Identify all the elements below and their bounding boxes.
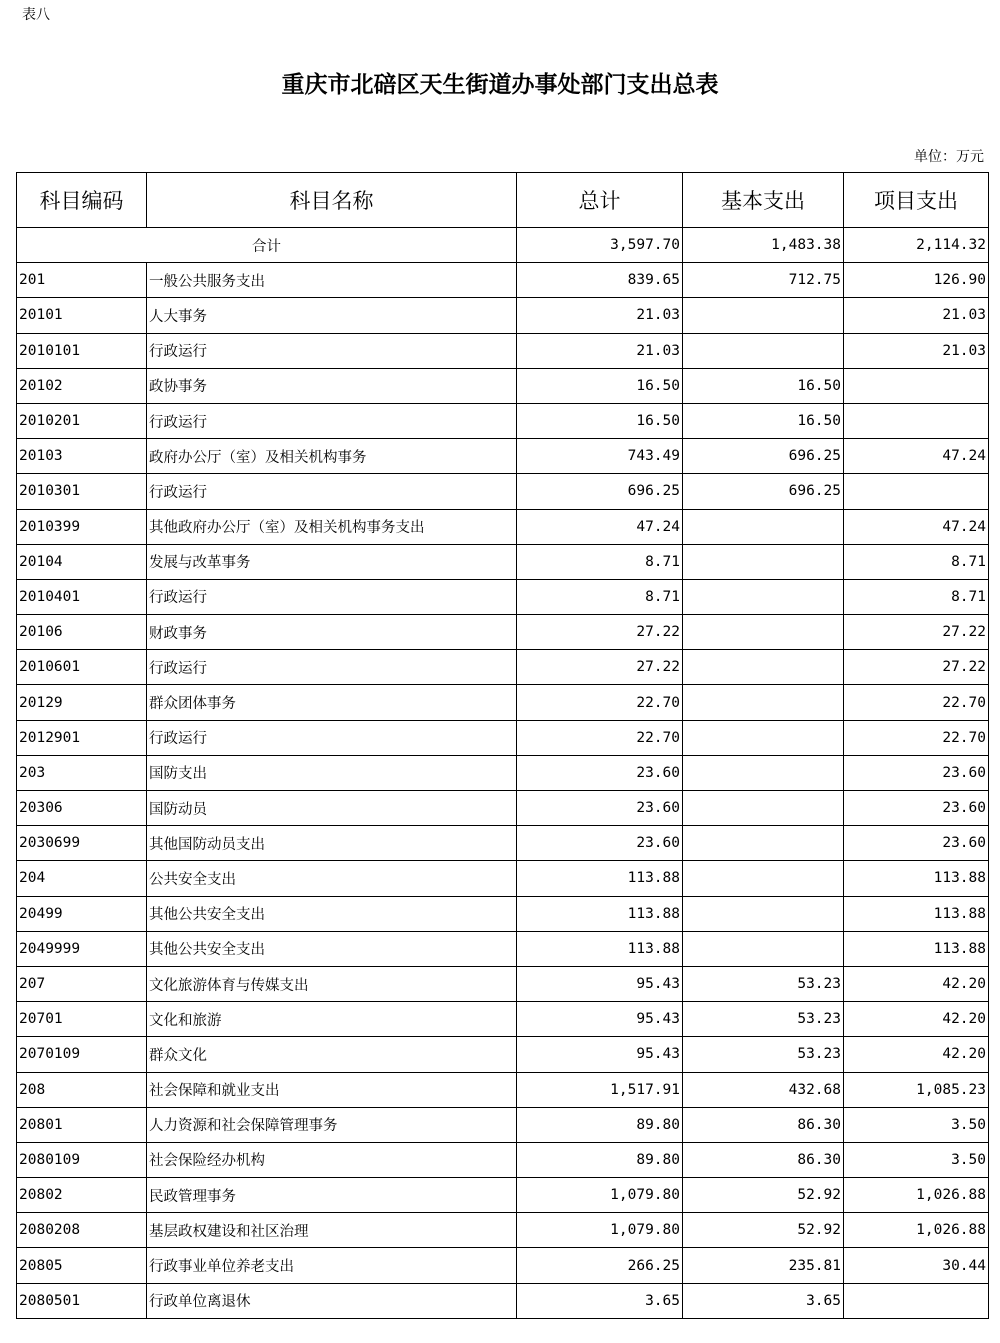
row-total: 839.65 (517, 263, 683, 298)
table-row (17, 720, 989, 755)
table-row (17, 615, 989, 650)
row-name: 基层政权建设和社区治理 (147, 1213, 517, 1248)
row-basic: 86.30 (683, 1107, 844, 1142)
table-row (17, 1002, 989, 1037)
row-code: 2010101 (17, 333, 147, 368)
row-project: 1,026.88 (844, 1178, 989, 1213)
table-row (17, 1248, 989, 1283)
row-total: 16.50 (517, 368, 683, 403)
table-row (17, 1037, 989, 1072)
row-code: 2080501 (17, 1283, 147, 1318)
page-title: 重庆市北碚区天生街道办事处部门支出总表 (281, 72, 719, 98)
table-row (17, 1213, 989, 1248)
row-basic: 16.50 (683, 403, 844, 438)
table-row (17, 755, 989, 790)
table-row (17, 298, 989, 333)
row-code: 20129 (17, 685, 147, 720)
row-name: 文化和旅游 (147, 1002, 517, 1037)
table-number-label: 表八 (22, 7, 50, 23)
header-basic: 基本支出 (683, 173, 844, 228)
row-project (844, 368, 989, 403)
row-name: 发展与改革事务 (147, 544, 517, 579)
row-total: 113.88 (517, 861, 683, 896)
table-row (17, 966, 989, 1001)
row-name: 行政运行 (147, 579, 517, 614)
row-project: 22.70 (844, 685, 989, 720)
row-name: 其他公共安全支出 (147, 931, 517, 966)
row-basic: 53.23 (683, 1002, 844, 1037)
row-project: 113.88 (844, 861, 989, 896)
table-row (17, 544, 989, 579)
row-project: 23.60 (844, 826, 989, 861)
row-total: 1,079.80 (517, 1178, 683, 1213)
row-project: 126.90 (844, 263, 989, 298)
row-basic (683, 509, 844, 544)
row-code: 20103 (17, 439, 147, 474)
row-name: 国防支出 (147, 755, 517, 790)
row-basic (683, 650, 844, 685)
row-name: 行政运行 (147, 720, 517, 755)
row-project: 113.88 (844, 931, 989, 966)
table-row (17, 368, 989, 403)
row-code: 20701 (17, 1002, 147, 1037)
row-project: 27.22 (844, 615, 989, 650)
table-row (17, 1107, 989, 1142)
row-total: 16.50 (517, 403, 683, 438)
row-basic (683, 544, 844, 579)
row-project: 8.71 (844, 579, 989, 614)
row-basic: 432.68 (683, 1072, 844, 1107)
table-row (17, 791, 989, 826)
row-basic: 235.81 (683, 1248, 844, 1283)
row-total: 8.71 (517, 544, 683, 579)
row-total: 113.88 (517, 931, 683, 966)
row-total: 47.24 (517, 509, 683, 544)
table-row (17, 1072, 989, 1107)
row-name: 行政运行 (147, 403, 517, 438)
row-basic: 53.23 (683, 1037, 844, 1072)
row-total: 23.60 (517, 755, 683, 790)
row-name: 人大事务 (147, 298, 517, 333)
row-project: 47.24 (844, 439, 989, 474)
row-project: 47.24 (844, 509, 989, 544)
row-code: 2010601 (17, 650, 147, 685)
row-project: 42.20 (844, 1037, 989, 1072)
row-code: 20801 (17, 1107, 147, 1142)
row-name: 群众团体事务 (147, 685, 517, 720)
row-name: 行政事业单位养老支出 (147, 1248, 517, 1283)
row-project (844, 474, 989, 509)
row-code: 2030699 (17, 826, 147, 861)
header-name: 科目名称 (147, 173, 517, 228)
row-total: 27.22 (517, 615, 683, 650)
row-code: 2012901 (17, 720, 147, 755)
row-name: 民政管理事务 (147, 1178, 517, 1213)
row-name: 一般公共服务支出 (147, 263, 517, 298)
table-row (17, 333, 989, 368)
row-code: 2080109 (17, 1142, 147, 1177)
table-header-row (17, 173, 989, 228)
row-basic: 712.75 (683, 263, 844, 298)
row-total: 1,079.80 (517, 1213, 683, 1248)
row-project: 30.44 (844, 1248, 989, 1283)
total-total: 3,597.70 (517, 228, 683, 263)
row-basic: 52.92 (683, 1213, 844, 1248)
row-code: 203 (17, 755, 147, 790)
table-row (17, 931, 989, 966)
row-total: 23.60 (517, 826, 683, 861)
row-project: 23.60 (844, 791, 989, 826)
row-name: 政府办公厅（室）及相关机构事务 (147, 439, 517, 474)
row-code: 20499 (17, 896, 147, 931)
row-project: 21.03 (844, 333, 989, 368)
row-project: 113.88 (844, 896, 989, 931)
row-code: 2080208 (17, 1213, 147, 1248)
table-row (17, 1178, 989, 1213)
row-basic: 52.92 (683, 1178, 844, 1213)
row-name: 社会保障和就业支出 (147, 1072, 517, 1107)
row-total: 95.43 (517, 1002, 683, 1037)
row-total: 22.70 (517, 685, 683, 720)
table-row (17, 861, 989, 896)
row-total: 95.43 (517, 1037, 683, 1072)
row-basic (683, 685, 844, 720)
header-project: 项目支出 (844, 173, 989, 228)
row-total: 113.88 (517, 896, 683, 931)
row-name: 文化旅游体育与传媒支出 (147, 966, 517, 1001)
row-total: 22.70 (517, 720, 683, 755)
row-code: 2010201 (17, 403, 147, 438)
row-code: 2010399 (17, 509, 147, 544)
row-project: 21.03 (844, 298, 989, 333)
row-code: 2049999 (17, 931, 147, 966)
row-basic (683, 579, 844, 614)
table-row (17, 509, 989, 544)
row-name: 国防动员 (147, 791, 517, 826)
header-code: 科目编码 (17, 173, 147, 228)
table-row (17, 474, 989, 509)
row-basic: 53.23 (683, 966, 844, 1001)
row-basic (683, 896, 844, 931)
row-basic (683, 931, 844, 966)
row-basic (683, 298, 844, 333)
table-row (17, 263, 989, 298)
row-total: 23.60 (517, 791, 683, 826)
row-basic: 86.30 (683, 1142, 844, 1177)
row-code: 20802 (17, 1178, 147, 1213)
row-basic: 696.25 (683, 474, 844, 509)
row-name: 其他政府办公厅（室）及相关机构事务支出 (147, 509, 517, 544)
row-name: 公共安全支出 (147, 861, 517, 896)
row-project: 42.20 (844, 1002, 989, 1037)
row-name: 行政运行 (147, 474, 517, 509)
total-basic: 1,483.38 (683, 228, 844, 263)
row-total: 21.03 (517, 298, 683, 333)
row-project: 23.60 (844, 755, 989, 790)
row-project: 1,085.23 (844, 1072, 989, 1107)
row-basic (683, 755, 844, 790)
row-basic (683, 826, 844, 861)
table-row (17, 826, 989, 861)
row-code: 20104 (17, 544, 147, 579)
row-code: 2070109 (17, 1037, 147, 1072)
row-code: 2010301 (17, 474, 147, 509)
row-basic: 16.50 (683, 368, 844, 403)
row-project (844, 1283, 989, 1318)
row-total: 89.80 (517, 1142, 683, 1177)
row-total: 3.65 (517, 1283, 683, 1318)
row-project (844, 403, 989, 438)
row-basic: 696.25 (683, 439, 844, 474)
row-name: 行政运行 (147, 333, 517, 368)
row-code: 204 (17, 861, 147, 896)
row-code: 2010401 (17, 579, 147, 614)
row-code: 20101 (17, 298, 147, 333)
table-row (17, 1142, 989, 1177)
table-row (17, 403, 989, 438)
row-name: 行政运行 (147, 650, 517, 685)
row-project: 27.22 (844, 650, 989, 685)
header-total: 总计 (517, 173, 683, 228)
row-code: 201 (17, 263, 147, 298)
row-basic (683, 861, 844, 896)
row-total: 21.03 (517, 333, 683, 368)
total-row (17, 228, 989, 263)
row-basic (683, 333, 844, 368)
row-project: 8.71 (844, 544, 989, 579)
row-basic (683, 615, 844, 650)
table-row (17, 896, 989, 931)
expenditure-table (16, 172, 989, 1319)
row-basic (683, 791, 844, 826)
row-name: 人力资源和社会保障管理事务 (147, 1107, 517, 1142)
row-name: 其他国防动员支出 (147, 826, 517, 861)
row-total: 89.80 (517, 1107, 683, 1142)
row-total: 743.49 (517, 439, 683, 474)
row-total: 95.43 (517, 966, 683, 1001)
row-name: 其他公共安全支出 (147, 896, 517, 931)
table-row (17, 650, 989, 685)
row-code: 20106 (17, 615, 147, 650)
row-total: 1,517.91 (517, 1072, 683, 1107)
row-basic: 3.65 (683, 1283, 844, 1318)
table-row (17, 1283, 989, 1318)
row-total: 266.25 (517, 1248, 683, 1283)
row-name: 群众文化 (147, 1037, 517, 1072)
row-project: 3.50 (844, 1107, 989, 1142)
table-row (17, 439, 989, 474)
total-project: 2,114.32 (844, 228, 989, 263)
row-name: 社会保险经办机构 (147, 1142, 517, 1177)
row-project: 1,026.88 (844, 1213, 989, 1248)
row-name: 财政事务 (147, 615, 517, 650)
table-row (17, 579, 989, 614)
row-code: 20306 (17, 791, 147, 826)
row-project: 42.20 (844, 966, 989, 1001)
total-label: 合计 (17, 228, 517, 263)
row-project: 3.50 (844, 1142, 989, 1177)
row-code: 20805 (17, 1248, 147, 1283)
row-basic (683, 720, 844, 755)
row-code: 20102 (17, 368, 147, 403)
unit-label: 单位：万元 (914, 149, 984, 165)
row-code: 208 (17, 1072, 147, 1107)
row-name: 政协事务 (147, 368, 517, 403)
row-total: 8.71 (517, 579, 683, 614)
row-total: 27.22 (517, 650, 683, 685)
row-total: 696.25 (517, 474, 683, 509)
row-code: 207 (17, 966, 147, 1001)
row-project: 22.70 (844, 720, 989, 755)
table-row (17, 685, 989, 720)
row-name: 行政单位离退休 (147, 1283, 517, 1318)
